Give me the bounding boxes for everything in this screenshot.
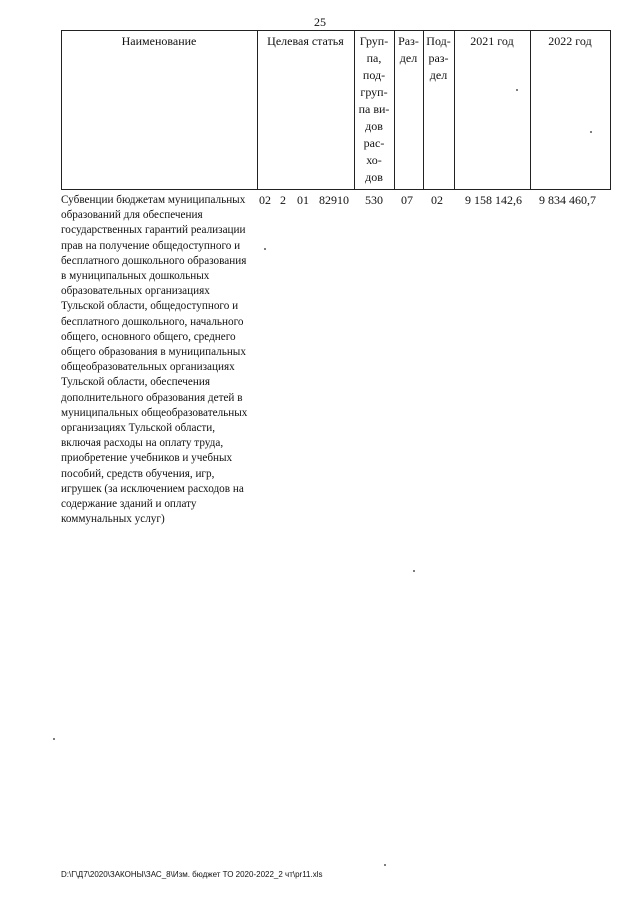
table-header <box>61 30 611 190</box>
scan-speck <box>384 864 386 866</box>
scan-speck <box>413 570 415 572</box>
scan-speck <box>590 131 592 133</box>
header-section: Раз- дел <box>398 34 419 65</box>
row-code-4: 82910 <box>319 193 349 207</box>
row-group: 530 <box>365 193 383 207</box>
row-code-2: 2 <box>280 193 286 207</box>
header-year-2022: 2022 год <box>548 34 592 48</box>
row-subsection: 02 <box>431 193 443 207</box>
row-value-2021: 9 158 142,6 <box>465 193 522 207</box>
scan-speck <box>516 89 518 91</box>
scan-speck <box>264 248 266 250</box>
header-target-article: Целевая статья <box>267 34 344 48</box>
row-code-3: 01 <box>297 193 309 207</box>
row-name: Субвенции бюджетам муниципальных образований для обеспечения государственных гарантий реализации прав на получение общедоступного и бесплатного дошкольного образования в муниципальных дошкольных образовательных организациях Тульской области, общедоступного и бесплатного дошкольного, начального общего, основного общего, среднего общего образования в муниципальных общеобразовательных организациях Тульской области, обеспечения дополнительного образования детей в муниципальных общеобразовательных организациях Тульской области, включая расходы на оплату труда, приобретение учебников и учебных пособий, средств обучения, игр, игрушек (за исключением расходов на содержание зданий и оплату коммунальных услуг) <box>61 194 248 526</box>
header-group: Груп- па, под- груп- па ви- дов рас- хо- дов <box>358 34 390 184</box>
column-divider <box>454 30 455 190</box>
column-divider <box>530 30 531 190</box>
column-divider <box>61 30 62 190</box>
header-bottom-border <box>61 189 611 190</box>
column-divider <box>257 30 258 190</box>
row-value-2022: 9 834 460,7 <box>539 193 596 207</box>
file-path-footer: D:\Г\Д7\2020\ЗАКОНЫ\ЗАС_8\Изм. бюджет ТО 2020-2022_2 чт\pr11.xls <box>61 870 323 879</box>
row-section: 07 <box>401 193 413 207</box>
page-number: 25 <box>314 15 326 29</box>
header-top-border <box>61 30 611 31</box>
header-subsection: Под- раз- дел <box>426 34 451 82</box>
header-name: Наименование <box>121 34 197 48</box>
column-divider <box>610 30 611 190</box>
row-code-1: 02 <box>259 193 271 207</box>
header-year-2021: 2021 год <box>470 34 514 48</box>
scan-speck <box>53 738 55 740</box>
